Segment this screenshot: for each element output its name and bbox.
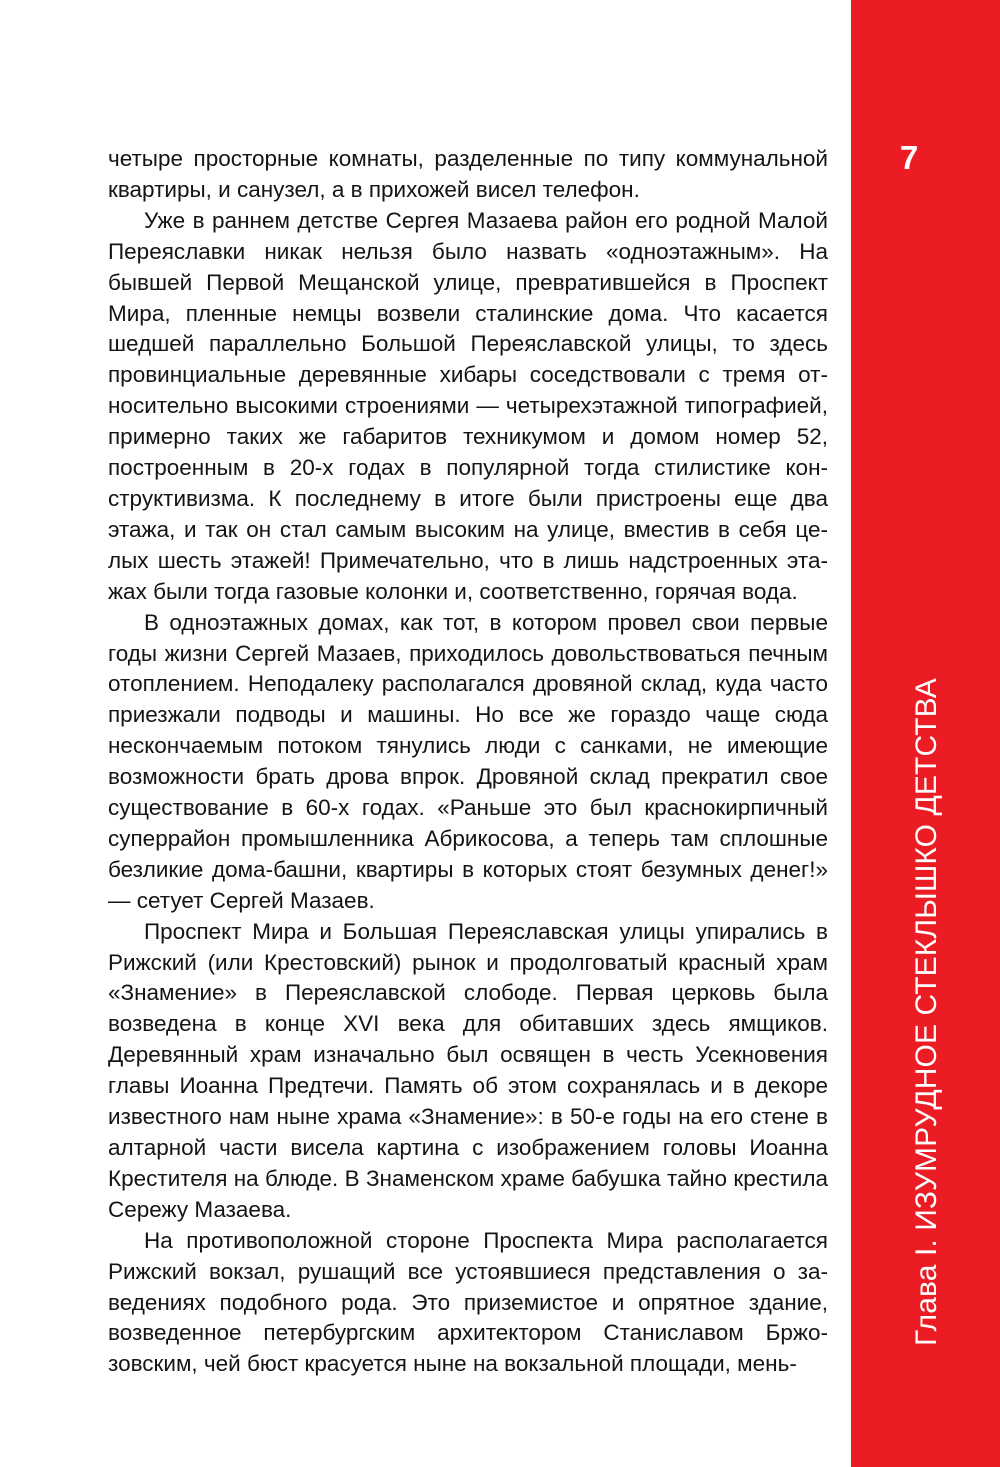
paragraph: Проспект Мира и Большая Переяславская улицы упирались в Рижский (или Крестовский) рынок и продолговатый красный храм «Знамение» в Переяславской слободе. Первая церковь была возведена в конце XVI века для обитавших здесь ямщиков. Деревянный храм изначально был освящен в честь Усекновения главы Иоанна Предтечи. Память об этом сохранялась и в декоре известного нам ныне храма «Знамение»: в 50-е годы на его стене в алтарной части висела картина с изображением головы Иоанна Крестителя на блюде. В Знаменском храме бабушка тайно крестила Сережу Мазаева. [108, 918, 828, 1222]
paragraph: В одноэтажных домах, как тот, в котором провел свои первые годы жизни Сергей Мазаев, приходилось довольствоваться печным отоплением. Неподалеку располагался дровяной склад, куда часто приезжали подводы и машины. Но все же гораздо чаще сюда нескончаемым потоком тянулись люди с санками, не имеющие возможности брать дрова впрок. Дровяной склад прекратил свое существование в 60-х годах. «Раньше это был краснокирпичный суперрайон промышленника Абрикосова, а теперь там сплошные безликие дома-башни, квартиры в которых стоят безумных денег!» — сетует Сергей Мазаев. [108, 609, 828, 913]
paragraph: На противоположной стороне Проспекта Мира располагается Рижский вокзал, рушащий все устоявшиеся представления о заведениях подобного рода. Это приземистое и опрятное здание, возведенное петербургским архитектором Станиславом Бржозовским, чей бюст красуется ныне на вокзальной площади, мень- [108, 1227, 828, 1377]
chapter-sidebar [851, 0, 1000, 1467]
paragraph: Уже в раннем детстве Сергея Мазаева район его родной Малой Переяславки никак нельзя было назвать «одноэтажным». На бывшей Первой Мещанской улице, превратившейся в Проспект Мира, пленные немцы возвели сталинские дома. Что касается шедшей параллельно Большой Переяславской улицы, то здесь провинциальные деревянные хибары соседствовали с тремя относительно высокими строениями — четырехэтажной типографией, примерно таких же габаритов техникумом и домом номер 52, построенным в 20-х годах в популярной тогда стилистике конструктивизма. К последнему в итоге были пристроены еще два этажа, и так он стал самым высоким на улице, вместив в себя целых шесть этажей! Примечательно, что в лишь надстроенных этажах были тогда газовые колонки и, соответственно, горячая вода. [108, 207, 828, 604]
page-number: 7 [899, 139, 919, 176]
body-text [108, 144, 828, 1380]
chapter-running-head: Глава I. ИЗУМРУДНОЕ СТЕКЛЫШКО ДЕТСТВА [910, 678, 943, 1346]
paragraph-continuation: четыре просторные комнаты, разделенные по типу коммунальной квартиры, и санузел, а в прихожей висел телефон. [108, 146, 828, 202]
